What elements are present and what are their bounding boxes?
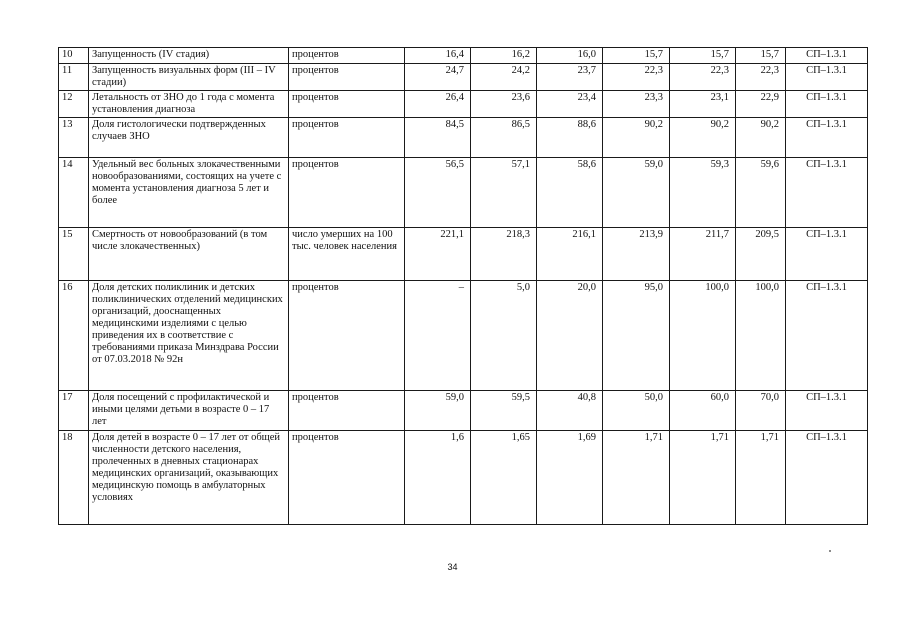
indicator-name: Смертность от новообразований (в том числе злокачественных) [89,228,289,281]
value-cell: 59,0 [405,391,471,431]
value-cell: 86,5 [471,118,537,158]
indicator-name: Доля детей в возрасте 0 – 17 лет от общей численности детского населения, пролеченных в дневных стационарах медицинских организаций, оказывающих медицинскую помощь в амбулаторных условиях [89,431,289,525]
value-cell: 1,65 [471,431,537,525]
indicator-name: Доля посещений с профилактической и иными целями детьми в возрасте 0 – 17 лет [89,391,289,431]
value-cell: 24,2 [471,64,537,91]
value-cell: 23,4 [537,91,603,118]
table-row [59,48,868,64]
value-cell: 5,0 [471,281,537,391]
value-cell: 221,1 [405,228,471,281]
value-cell: 209,5 [736,228,786,281]
unit-cell: процентов [289,48,405,64]
value-cell: 23,6 [471,91,537,118]
value-cell: 16,2 [471,48,537,64]
value-cell: 58,6 [537,158,603,228]
row-number: 11 [59,64,89,91]
row-number: 14 [59,158,89,228]
value-cell: 1,71 [736,431,786,525]
indicator-name: Удельный вес больных злокачественными новообразованиями, состоящих на учете с момента установления диагноза 5 лет и более [89,158,289,228]
indicators-table [58,47,868,525]
value-cell: 22,3 [670,64,736,91]
row-number: 18 [59,431,89,525]
value-cell: 57,1 [471,158,537,228]
value-cell: 20,0 [537,281,603,391]
table-row [59,228,868,281]
value-cell: 23,7 [537,64,603,91]
code-cell: СП–1.3.1 [786,91,868,118]
table-row [59,91,868,118]
value-cell: 1,71 [670,431,736,525]
unit-cell: процентов [289,431,405,525]
scan-speck [829,550,831,552]
value-cell: 1,69 [537,431,603,525]
value-cell: – [405,281,471,391]
table-row [59,118,868,158]
value-cell: 90,2 [670,118,736,158]
value-cell: 88,6 [537,118,603,158]
value-cell: 213,9 [603,228,670,281]
value-cell: 90,2 [603,118,670,158]
value-cell: 15,7 [670,48,736,64]
value-cell: 59,5 [471,391,537,431]
value-cell: 100,0 [736,281,786,391]
value-cell: 95,0 [603,281,670,391]
table-row [59,281,868,391]
value-cell: 1,71 [603,431,670,525]
value-cell: 40,8 [537,391,603,431]
unit-cell: число умерших на 100 тыс. человек населения [289,228,405,281]
table-body [59,48,868,525]
code-cell: СП–1.3.1 [786,228,868,281]
value-cell: 50,0 [603,391,670,431]
code-cell: СП–1.3.1 [786,391,868,431]
value-cell: 59,3 [670,158,736,228]
indicator-name: Доля детских поликлиник и детских поликлинических отделений медицинских организаций, дооснащенных медицинскими изделиями с целью приведения их в соответствие с требованиями приказа Минздрава России от 07.03.2018 № 92н [89,281,289,391]
unit-cell: процентов [289,158,405,228]
value-cell: 23,1 [670,91,736,118]
value-cell: 90,2 [736,118,786,158]
indicator-name: Летальность от ЗНО до 1 года с момента установления диагноза [89,91,289,118]
indicator-name: Запущенность (IV стадия) [89,48,289,64]
code-cell: СП–1.3.1 [786,48,868,64]
row-number: 13 [59,118,89,158]
value-cell: 22,3 [603,64,670,91]
value-cell: 70,0 [736,391,786,431]
table-row [59,431,868,525]
value-cell: 22,3 [736,64,786,91]
value-cell: 59,6 [736,158,786,228]
code-cell: СП–1.3.1 [786,281,868,391]
value-cell: 24,7 [405,64,471,91]
row-number: 12 [59,91,89,118]
value-cell: 216,1 [537,228,603,281]
indicator-name: Доля гистологически подтвержденных случаев ЗНО [89,118,289,158]
value-cell: 15,7 [736,48,786,64]
table-row [59,64,868,91]
value-cell: 1,6 [405,431,471,525]
value-cell: 23,3 [603,91,670,118]
value-cell: 59,0 [603,158,670,228]
row-number: 15 [59,228,89,281]
unit-cell: процентов [289,91,405,118]
unit-cell: процентов [289,391,405,431]
value-cell: 100,0 [670,281,736,391]
code-cell: СП–1.3.1 [786,118,868,158]
unit-cell: процентов [289,118,405,158]
value-cell: 60,0 [670,391,736,431]
value-cell: 84,5 [405,118,471,158]
indicator-name: Запущенность визуальных форм (III – IV стадии) [89,64,289,91]
code-cell: СП–1.3.1 [786,158,868,228]
row-number: 17 [59,391,89,431]
value-cell: 16,0 [537,48,603,64]
page-number: 34 [447,562,458,572]
code-cell: СП–1.3.1 [786,431,868,525]
value-cell: 15,7 [603,48,670,64]
table-row [59,158,868,228]
row-number: 16 [59,281,89,391]
unit-cell: процентов [289,64,405,91]
value-cell: 56,5 [405,158,471,228]
unit-cell: процентов [289,281,405,391]
row-number: 10 [59,48,89,64]
code-cell: СП–1.3.1 [786,64,868,91]
table-row [59,391,868,431]
value-cell: 26,4 [405,91,471,118]
value-cell: 218,3 [471,228,537,281]
value-cell: 22,9 [736,91,786,118]
value-cell: 16,4 [405,48,471,64]
value-cell: 211,7 [670,228,736,281]
